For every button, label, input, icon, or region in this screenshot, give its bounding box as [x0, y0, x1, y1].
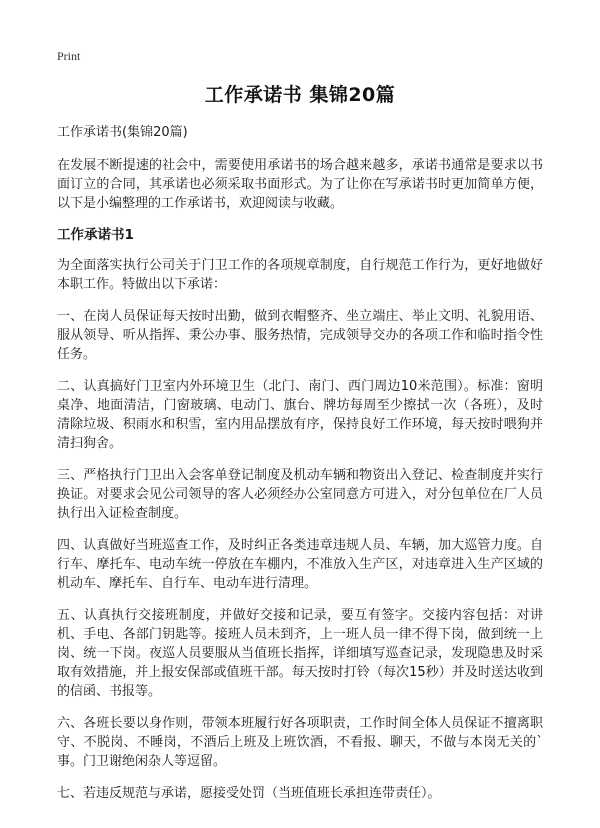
body-paragraph: 四、认真做好当班巡查工作，及时纠正各类违章违规人员、车辆，加大巡管力度。自行车、摩托车、电动车统一停放在车棚内，不准放入生产区，对违章进入生产区域的机动车、摩托车、自行车、电动车进行清理。	[57, 538, 543, 591]
body-paragraph: 一、在岗人员保证每天按时出勤，做到衣帽整齐、坐立端庄、举止文明、礼貌用语、服从领导、听从指挥、秉公办事、服务热情，完成领导交办的各项工作和临时指令性任务。	[57, 309, 543, 362]
print-link[interactable]: Print	[57, 49, 81, 63]
body-paragraph: 三、严格执行门卫出入会客单登记制度及机动车辆和物资出入登记、检查制度并实行换证。对要求会见公司领导的客人必须经办公室同意方可进入，对分包单位在厂人员执行出入证检查制度。	[57, 468, 543, 521]
document-body	[57, 124, 543, 816]
page-title: 工作承诺书 集锦20篇	[204, 84, 396, 106]
body-paragraph: 七、若违反规范与承诺，愿接受处罚（当班值班长承担连带责任）。	[57, 786, 441, 801]
document-subtitle: 工作承诺书(集锦20篇)	[57, 125, 188, 140]
section-heading: 工作承诺书1	[57, 227, 134, 243]
body-paragraph: 为全面落实执行公司关于门卫工作的各项规章制度，自行规范工作行为，更好地做好本职工作。特做出以下承诺：	[57, 258, 543, 292]
body-paragraph: 二、认真搞好门卫室内外环境卫生（北门、南门、西门周边10米范围）。标准：窗明桌净、地面清洁，门窗玻璃、电动门、旗台、牌坊每周至少擦拭一次（各班），及时清除垃圾、积雨水和积雪，室内用品摆放有序，保持良好工作环境，每天按时喂狗并清扫狗舍。	[57, 379, 543, 451]
body-paragraph: 六、各班长要以身作则，带领本班履行好各项职责，工作时间全体人员保证不擅离职守、不脱岗、不睡岗，不酒后上班及上班饮酒，不看报、聊天，不做与本岗无关的`事。门卫谢绝闲杂人等逗留。	[57, 716, 543, 769]
body-paragraph: 五、认真执行交接班制度，并做好交接和记录，要互有签字。交接内容包括：对讲机、手电、各部门钥匙等。接班人员未到齐，上一班人员一律不得下岗，做到统一上岗、统一下岗。夜巡人员要服从当值班长指挥，详细填写巡查记录，发现隐患及时采取有效措施，并上报安保部或值班干部。每天按时打铃（每次15秒）并及时送达收到的信函、书报等。	[57, 608, 543, 699]
intro-paragraph: 在发展不断提速的社会中，需要使用承诺书的场合越来越多，承诺书通常是要求以书面订立的合同，其承诺也必须采取书面形式。为了让你在写承诺书时更加简单方便，以下是小编整理的工作承诺书，欢迎阅读与收藏。	[57, 158, 543, 211]
